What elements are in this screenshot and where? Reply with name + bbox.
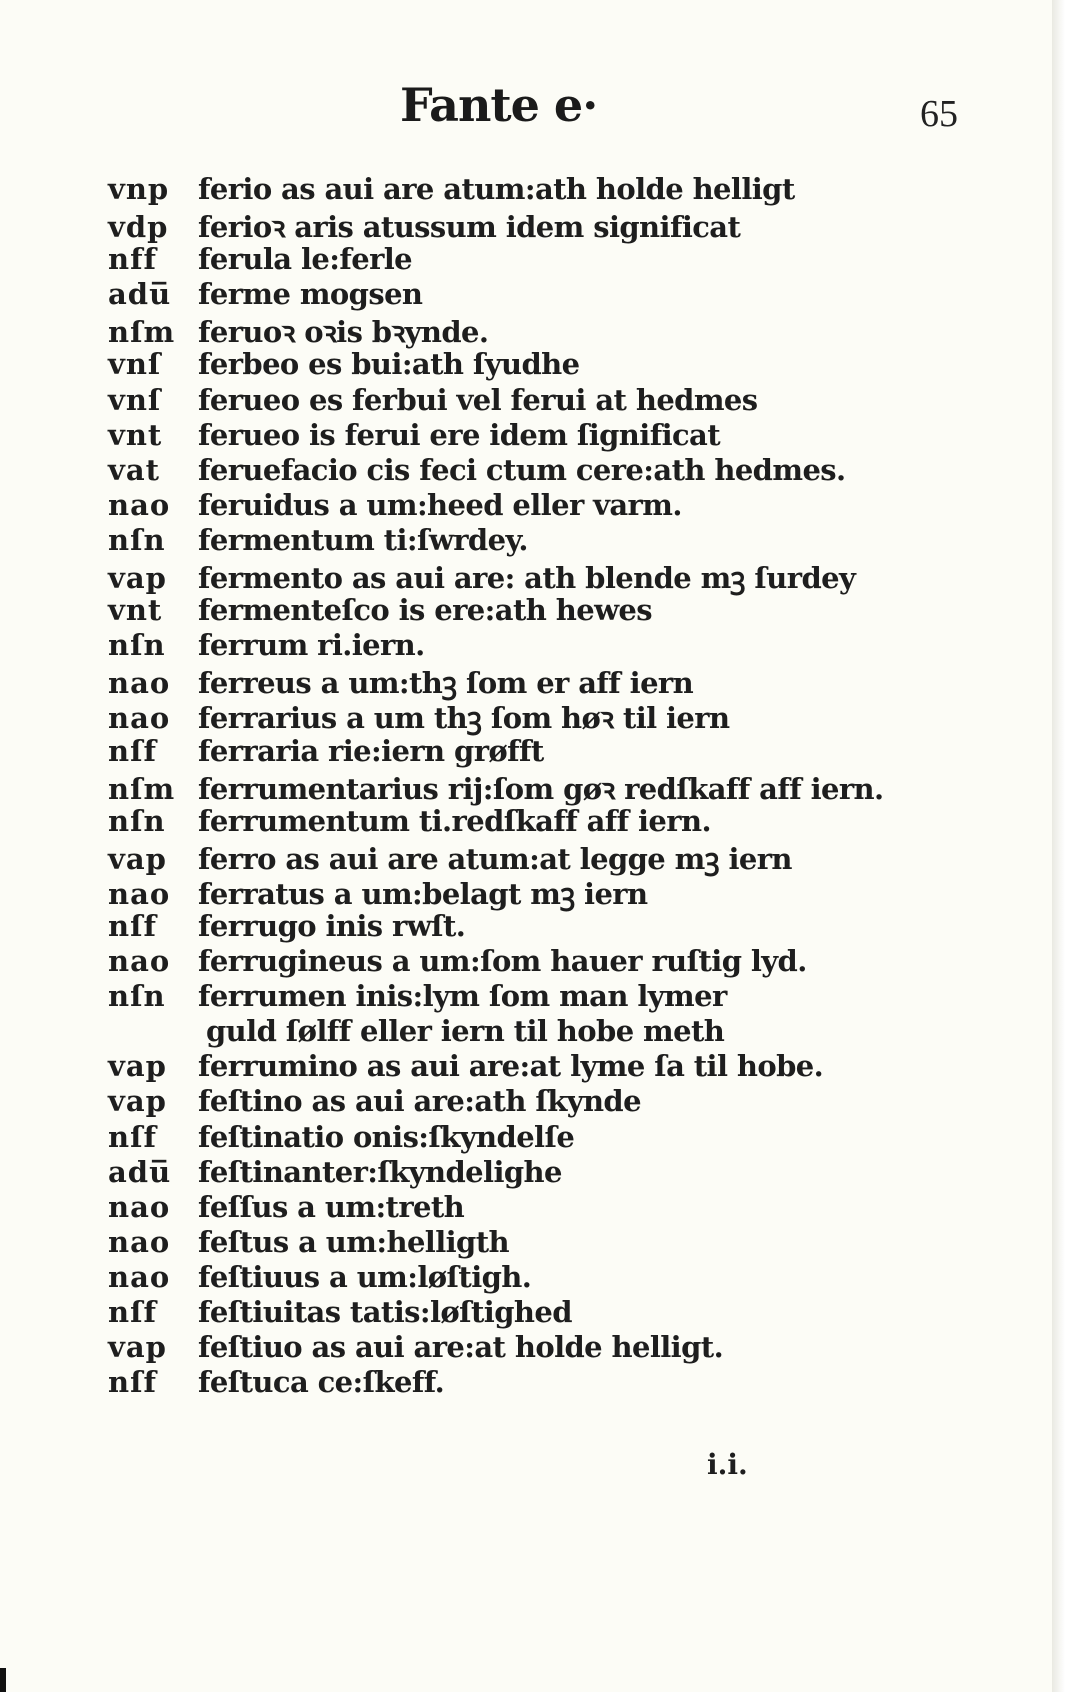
grammar-code: nſn [108,522,166,557]
entry-text: guld ſølff eller iern til hobe meth [206,1014,725,1049]
grammar-code: nſn [108,979,166,1014]
entry-text: feſtuca ce:ſkeff. [198,1365,445,1400]
dictionary-entry [108,734,928,769]
dictionary-entry [108,1155,928,1190]
grammar-code: nſm [108,315,176,350]
entry-text: feſtinatio onis:ſkyndelſe [198,1119,575,1154]
grammar-code: nao [108,487,171,522]
entry-text: ferrumen inis:lym ſom man lymer [198,979,727,1014]
grammar-code: nſf [108,1119,158,1154]
entry-text: feſtino as aui are:ath ſkynde [198,1084,641,1119]
grammar-code: vnt [108,593,163,628]
dictionary-entry [108,804,928,839]
grammar-code: vap [108,841,167,876]
entry-text: ferrugineus a um:ſom hauer ruſtig lyd. [198,944,807,979]
entry-text: ferioꝛ aris atussum idem significat [198,210,741,245]
dictionary-entry [108,418,928,453]
grammar-code: nao [108,1189,171,1224]
grammar-code: vap [108,561,167,596]
entry-text: feruefacio cis feci ctum cere:ath hedmes. [198,452,846,487]
dictionary-entry [108,769,928,804]
dictionary-entry [108,944,928,979]
entry-text: ferreus a um:thꝫ ſom er aff iern [198,666,694,701]
grammar-code: adu̅ [108,277,172,312]
entry-text: ferio as aui are atum:ath holde helligt [198,172,795,206]
entry-text: feſtinanter:ſkyndelighe [198,1154,562,1189]
grammar-code: nſf [108,1365,158,1400]
signature-mark: i.i. [707,1448,748,1481]
grammar-code: vat [108,452,161,487]
grammar-code: nao [108,1259,171,1294]
dictionary-entry [108,1225,928,1260]
dictionary-entry [108,628,928,663]
grammar-code: vap [108,1049,167,1084]
dictionary-entry [108,1190,928,1225]
dictionary-entry [108,663,928,701]
grammar-code: vap [108,1330,167,1365]
grammar-code: vnt [108,417,163,452]
grammar-code: nao [108,666,171,701]
entry-text: feſtiuitas tatis:løſtighed [198,1295,572,1329]
entry-text: ferueo is ferui ere idem ſignificat [198,417,721,452]
entry-text: ferro as aui are atum:at legge mꝫ iern [198,841,792,876]
dictionary-entry [108,1260,928,1295]
grammar-code: vdp [108,210,169,245]
dictionary-entries [108,172,928,1400]
dictionary-entry [108,1330,928,1365]
dictionary-entry [108,312,928,350]
running-head: Fante e· [400,78,598,132]
dictionary-entry [108,698,928,736]
dictionary-entry [108,277,928,312]
dictionary-entry [108,347,928,382]
entry-text: feſtiuo as aui are:at holde helligt. [198,1330,724,1365]
dictionary-entry [108,383,928,418]
grammar-code: vnſ [108,347,162,382]
entry-text: fermento as aui are: ath blende mꝫ ſurdey [198,561,856,596]
entry-text: ferrumentum ti.redſkaff aff iern. [198,803,711,838]
entry-text: fermenteſco is ere:ath hewes [198,593,653,628]
grammar-code: vnſ [108,382,162,417]
entry-text: feſtus a um:helligth [198,1224,510,1259]
grammar-code: vap [108,1084,167,1119]
grammar-code: nao [108,701,171,736]
dictionary-entry [108,172,928,207]
page-number: 65 [920,93,958,135]
grammar-code: nſf [108,733,158,768]
dictionary-entry-continuation [108,1014,928,1049]
grammar-code: vnp [108,172,170,206]
entry-text: ferrugo inis rwſt. [198,908,466,943]
entry-text: ferrumentarius rij:ſom gøꝛ redſkaff aff iern. [198,771,884,806]
entry-text: feſſus a um:treth [198,1189,465,1224]
grammar-code: adu̅ [108,1154,172,1189]
grammar-code: nff [108,242,158,277]
grammar-code: nſf [108,1295,158,1329]
entry-text: feſtiuus a um:løſtigh. [198,1259,532,1294]
entry-text: feruoꝛ oꝛis bꝛynde. [198,315,489,350]
grammar-code: nſn [108,628,166,663]
dictionary-entry [108,558,928,596]
dictionary-entry [108,909,928,944]
dictionary-entry [108,1084,928,1119]
dictionary-entry [108,453,928,488]
grammar-code: nſf [108,908,158,943]
dictionary-entry [108,1120,928,1155]
grammar-code: nao [108,876,171,911]
dictionary-entry [108,1295,928,1330]
entry-text: ferueo es ferbui vel ferui at hedmes [198,382,758,417]
entry-text: ferratus a um:belagt mꝫ iern [198,876,648,911]
entry-text: feruidus a um:heed eller varm. [198,487,682,522]
dictionary-entry [108,1049,928,1084]
entry-text: ferraria rie:iern grøfft [198,733,544,768]
entry-text: fermentum ti:ſwrdey. [198,522,528,557]
grammar-code: nſm [108,771,176,806]
dictionary-entry [108,979,928,1014]
grammar-code: nao [108,944,171,979]
grammar-code: nſn [108,803,166,838]
grammar-code: nao [108,1224,171,1259]
dictionary-entry [108,874,928,909]
dictionary-entry [108,523,928,558]
scan-edge [1052,0,1065,1692]
dictionary-entry [108,207,928,245]
entry-text: ferula le:ferle [198,242,413,277]
dictionary-entry [108,242,928,277]
dictionary-entry [108,488,928,523]
scan-corner-mark [0,1668,6,1692]
entry-text: ferme mogsen [198,277,423,312]
dictionary-entry [108,839,928,874]
dictionary-entry [108,593,928,628]
entry-text: ferrumino as aui are:at lyme ſa til hobe. [198,1049,824,1084]
entry-text: ferbeo es bui:ath ſyudhe [198,347,580,382]
dictionary-entry [108,1365,928,1400]
entry-text: ferrarius a um thꝫ ſom høꝛ til iern [198,701,730,736]
entry-text: ferrum ri.iern. [198,628,425,663]
